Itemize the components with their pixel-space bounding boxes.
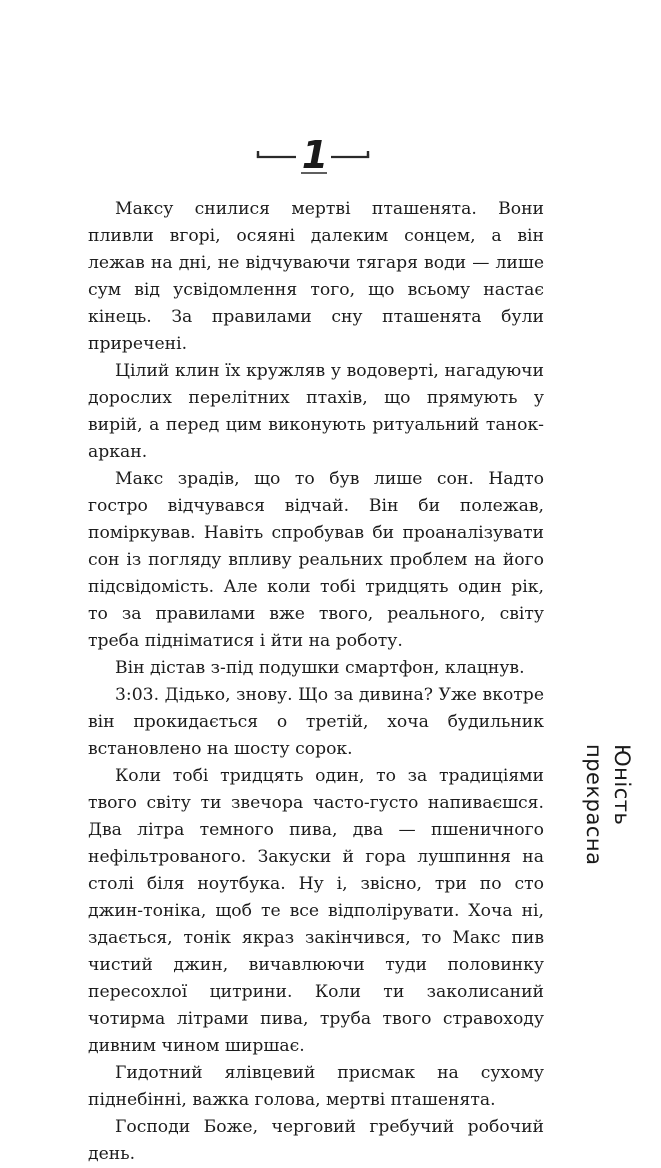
paragraph: Цілий клин їх кружляв у водоверті, нагадуючи дорослих перелітних птахів, що прямують у вирій, а перед цим виконують ритуальний танок-аркан. [88, 361, 544, 462]
paragraph: Коли тобі тридцять один, то за традиціями твого світу ти звечора часто-густо напиваєшся. Два літра темного пива, два — пшеничного нефільтрованого. Закуски й гора лушпиння на столі біля ноутбука. Ну і, звісно, три по сто джин-тоніка, щоб те все відполірувати. Хоча ні, здається, тонік якраз закінчився, то Макс пив чистий джин, вичавлюючи туди половинку пересохлої цитрини. Коли ти заколисаний чотирма літрами пива, труба твого стравоходу дивним чином ширшає. [88, 766, 544, 1056]
chapter-number: 1 [301, 133, 329, 177]
paragraph: Макс зрадів, що то був лише сон. Надто гостро відчувався відчай. Він би полежав, поміркував. Навіть спробував би проаналізувати сон із погляду впливу реальних проблем на його підсвідомість. Але коли тобі тридцять один рік, то за правилами вже твого, реального, світу треба підніматися і йти на роботу. [88, 469, 544, 651]
chapter-header [0, 133, 661, 183]
paragraph: Гидотний ялівцевий присмак на сухому піднебінні, важка голова, мертві пташенята. [88, 1063, 544, 1110]
paragraph: Господи Боже, черговий гребучий робочий день. [88, 1117, 544, 1164]
running-title-text: Юність прекрасна [582, 744, 634, 866]
running-title [580, 744, 634, 934]
paragraph: 3:03. Дідько, знову. Що за дивина? Уже вкотре він прокидається о третій, хоча будильник встановлено на шосту сорок. [88, 685, 544, 759]
body-text [88, 196, 544, 1168]
paragraph: Максу снилися мертві пташенята. Вони пливли вгорі, осяяні далеким сонцем, а він лежав на дні, не відчуваючи тягаря води — лише сум від усвідомлення того, що всьому настає кінець. За правилами сну пташенята були приречені. [88, 199, 544, 354]
paragraph: Він дістав з-під подушки смартфон, клацнув. [115, 658, 525, 678]
